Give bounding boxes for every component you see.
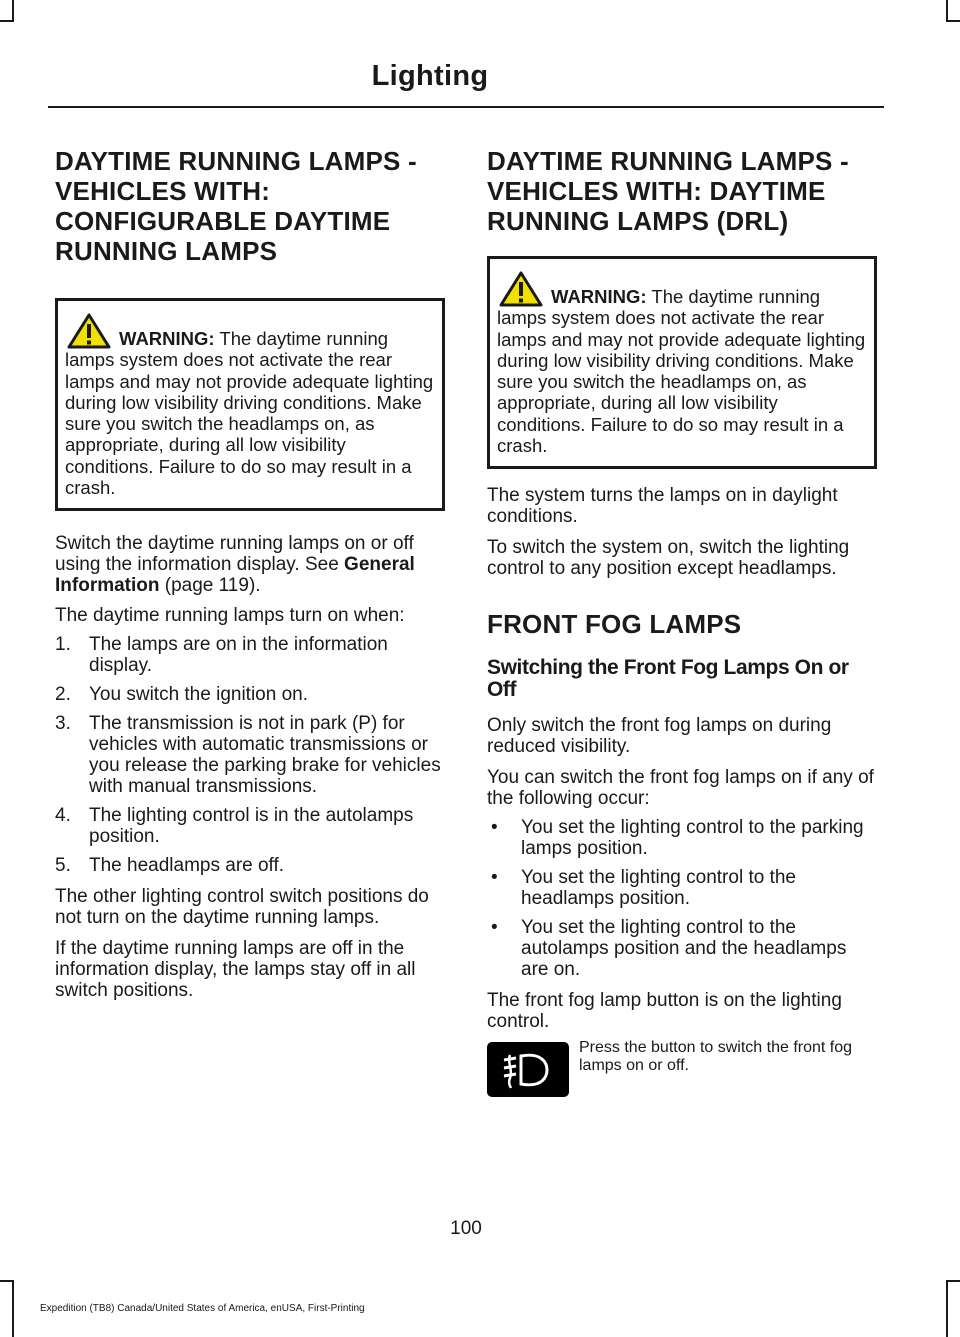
warning-text: The daytime running lamps system does not activate the rear lamps and may not provide adequate lighting during low visibility driving conditions. Make sure you switch the headlamps on, as appropriate, during all low visibility conditions. Failure to do so may result in a crash. bbox=[65, 328, 434, 499]
right-column bbox=[487, 146, 877, 1102]
list-intro: The daytime running lamps turn on when: bbox=[55, 605, 405, 627]
footer-text: Expedition (TB8) Canada/United States of America, enUSA, First-Printing bbox=[40, 1303, 365, 1314]
warning-label: WARNING: bbox=[119, 328, 215, 349]
crop-mark bbox=[946, 1280, 948, 1337]
crop-mark bbox=[0, 20, 14, 22]
fog-button-row bbox=[487, 1039, 877, 1102]
paragraph: The other lighting control switch positions do not turn on the daytime running lamps. bbox=[55, 886, 429, 929]
crop-mark bbox=[0, 1280, 14, 1282]
section-heading-configurable-drl: DAYTIME RUNNING LAMPS - VEHICLES WITH: CONFIGURABLE DAYTIME RUNNING LAMPS bbox=[55, 146, 417, 266]
list-item: 3. The transmission is not in park (P) for vehicles with automatic transmissions or you release the parking brake for vehicles with manual transmissions. bbox=[55, 713, 441, 798]
list-item: 5. The headlamps are off. bbox=[55, 855, 285, 877]
crop-mark bbox=[12, 0, 14, 22]
header-divider bbox=[48, 106, 884, 108]
fog-button-instruction: Press the button to switch the front fog lamps on or off. bbox=[579, 1039, 853, 1075]
intro-text: Switch the daytime running lamps on or off using the information display. See bbox=[55, 533, 414, 576]
warning-label: WARNING: bbox=[551, 286, 647, 307]
paragraph: The system turns the lamps on in daylight conditions. bbox=[487, 485, 838, 528]
bullet-list bbox=[487, 817, 877, 980]
crop-mark bbox=[946, 20, 960, 22]
list-item: • You set the lighting control to the parking lamps position. bbox=[491, 817, 864, 860]
list-item: 2. You switch the ignition on. bbox=[55, 684, 309, 706]
section-heading-fog-lamps: FRONT FOG LAMPS bbox=[487, 609, 742, 640]
numbered-list bbox=[55, 634, 445, 876]
paragraph: The front fog lamp button is on the lighting control. bbox=[487, 990, 842, 1033]
subheading-switching-fog-lamps: Switching the Front Fog Lamps On or Off bbox=[487, 656, 849, 702]
paragraph: You can switch the front fog lamps on if any of the following occur: bbox=[487, 767, 874, 810]
list-item: • You set the lighting control to the headlamps position. bbox=[491, 867, 796, 910]
page-reference: (page 119). bbox=[164, 575, 261, 597]
warning-triangle-icon bbox=[67, 313, 111, 349]
front-fog-lamp-icon bbox=[487, 1042, 569, 1097]
page-number: 100 bbox=[450, 1218, 482, 1239]
crop-mark bbox=[946, 1280, 960, 1282]
left-column bbox=[55, 146, 445, 1001]
intro-paragraph bbox=[55, 533, 445, 596]
paragraph: If the daytime running lamps are off in the information display, the lamps stay off in all switch positions. bbox=[55, 938, 416, 1002]
crop-mark bbox=[12, 1280, 14, 1337]
list-item: 1. The lamps are on in the information display. bbox=[55, 634, 388, 677]
crop-mark bbox=[946, 0, 948, 22]
paragraph: Only switch the front fog lamps on during reduced visibility. bbox=[487, 715, 832, 758]
warning-box bbox=[55, 298, 445, 511]
general-information-link[interactable]: General Information bbox=[55, 554, 415, 597]
list-item: 4. The lighting control is in the autolamps position. bbox=[55, 805, 414, 848]
paragraph: To switch the system on, switch the lighting control to any position except headlamps. bbox=[487, 537, 850, 580]
section-heading-drl: DAYTIME RUNNING LAMPS - VEHICLES WITH: DAYTIME RUNNING LAMPS (DRL) bbox=[487, 146, 849, 236]
warning-box bbox=[487, 256, 877, 469]
warning-triangle-icon bbox=[499, 271, 543, 307]
list-item: • You set the lighting control to the autolamps position and the headlamps are on. bbox=[491, 917, 847, 981]
warning-text: The daytime running lamps system does not activate the rear lamps and may not provide adequate lighting during low visibility driving conditions. Make sure you switch the headlamps on, as appropriate, during all low visibility conditions. Failure to do so may result in a crash. bbox=[497, 286, 866, 457]
page-title: Lighting bbox=[371, 60, 489, 92]
